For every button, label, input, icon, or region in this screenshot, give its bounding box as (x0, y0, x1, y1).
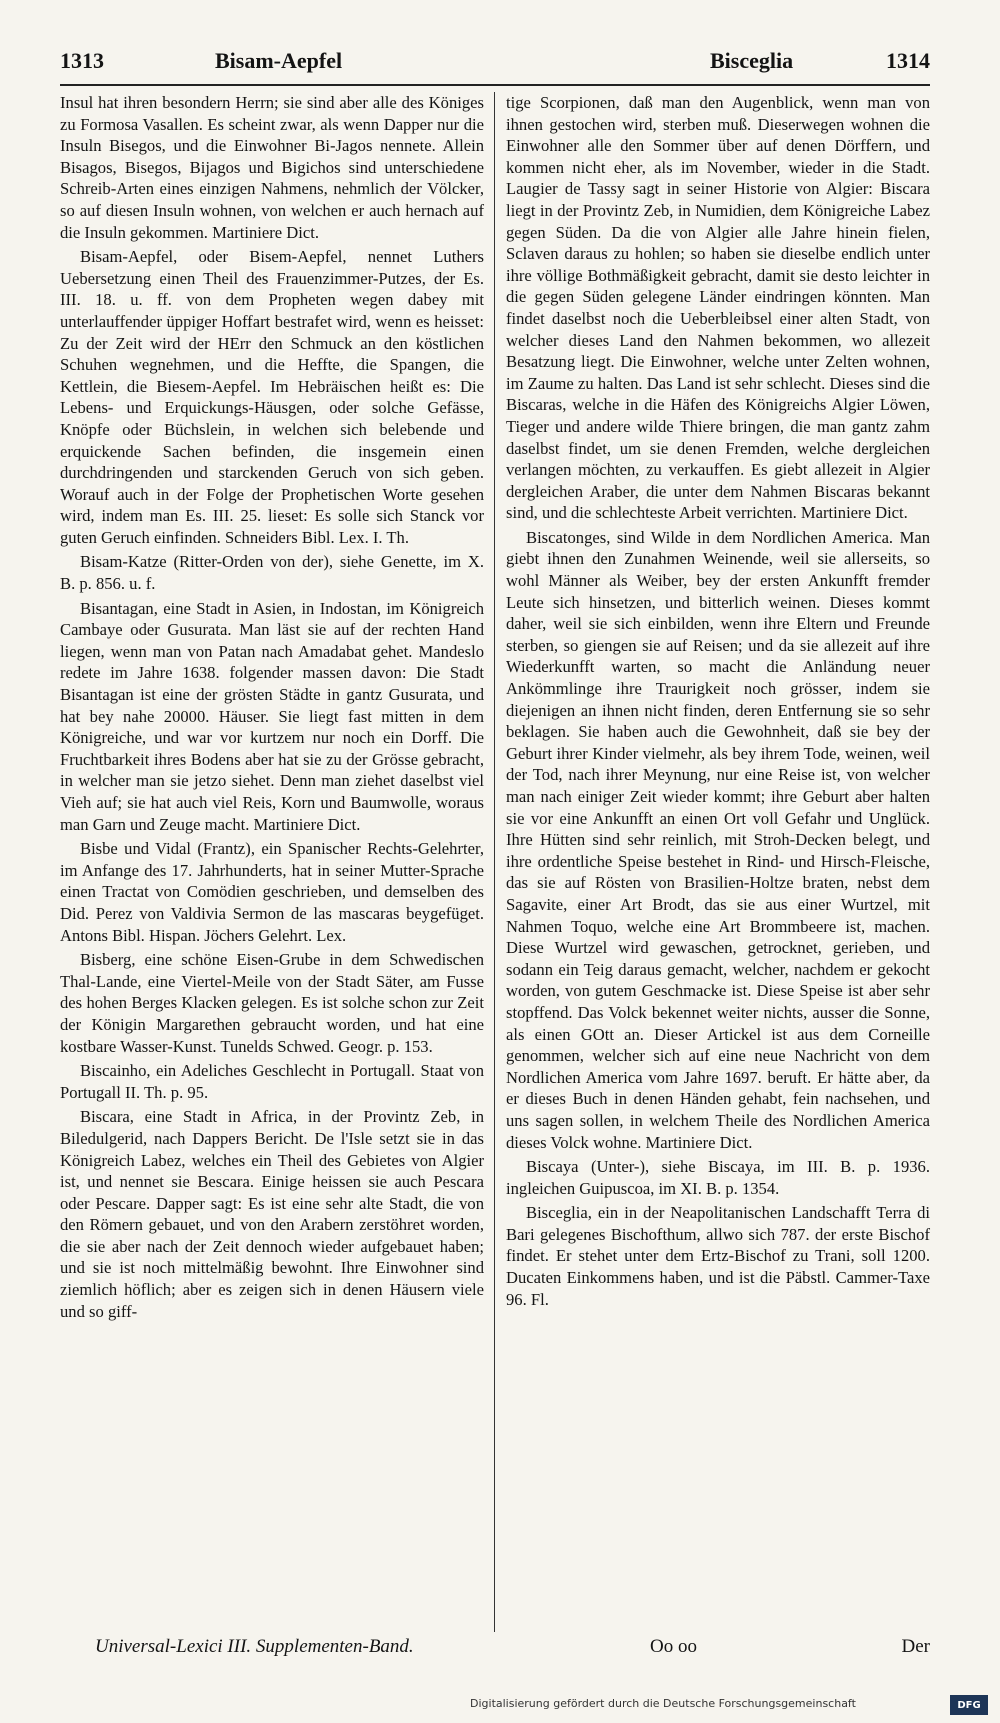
entry-paragraph: Bisam-Aepfel, oder Bisem-Aepfel, nennet Luthers Uebersetzung einen Theil des Frauenzimmer-Putzes, der Es. III. 18. u. ff. von dem Propheten wegen dabey mit unterlauffender üppiger Hoffart bestrafet wird, wenn es heisset: Zu der Zeit wird der HErr den Schmuck an den köstlichen Schuhen wegnehmen, und die Heffte, die Spangen, die Kettlein, die Biesem-Aepfel. Im Hebräischen heißt es: Die Lebens- und Erquickungs-Häusgen, oder solche Gefässe, Knöpfe oder Büchslein, in welchen sich belebende und erquickende Sachen befinden, die insgemein einen durchdringenden und starckenden Geruch von sich geben. Worauf auch in der Folge der Prophetischen Worte gesehen wird, indem man Es. III. 25. lieset: Es solle sich Stanck vor guten Geruch einfinden. Schneiders Bibl. Lex. I. Th. (60, 247, 484, 547)
entry-paragraph: Biscara, eine Stadt in Africa, in der Provintz Zeb, in Biledulgerid, nach Dappers Bericht. De l'Isle setzt sie in das Königreich Labez, welches ein Theil des Gebietes von Algier ist, und nennet sie Bescara. Einige heissen sie auch Pescara oder Pescare. Dapper sagt: Es ist eine sehr alte Stadt, die von den Römern gebauet, und von den Arabern zerstöhret worden, die sie aber nach der Zeit dennoch wieder aufgebauet haben; und sie ist noch mittelmäßig bewohnt. Ihre Einwohner sind ziemlich höflich; aber es zeigen sich in denen Häusern viele und so giff- (60, 1107, 484, 1321)
page-footer (60, 1636, 930, 1666)
entry-paragraph: Biscaya (Unter-), siehe Biscaya, im III. B. p. 1936. ingleichen Guipuscoa, im XI. B. p. 1354. (506, 1157, 930, 1198)
entry-paragraph: Bisbe und Vidal (Frantz), ein Spanischer Rechts-Gelehrter, im Anfange des 17. Jahrhunderts, hat in seiner Mutter-Sprache einen Tractat von Comödien geschrieben, und demselben des Did. Perez von Valdivia Sermon de las mascaras beygefüget. Antons Bibl. Hispan. Jöchers Gelehrt. Lex. (60, 839, 484, 945)
entry-paragraph: tige Scorpionen, daß man den Augenblick, wenn man von ihnen gestochen wird, sterben muß. Dieserwegen wohnen die Einwohner alle den Sommer über auf denen Dörffern, und kommen nicht eher, als im November, wieder in die Stadt. Laugier de Tassy sagt in seiner Historie von Algier: Biscara liegt in der Provintz Zeb, in Numidien, dem Königreiche Labez gegen Süden. Da die von Algier alle Jahre hinein fielen, Sclaven daraus zu hohlen; so haben sie dieselbe endlich unter ihre völlige Bothmäßigkeit gebracht, damit sie desto leichter in die gegen Süden gelegene Länder eindringen könnten. Man findet daselbst noch die Ueberbleibsel einer alten Stadt, von welcher dieses Land den Nahmen bekommen, wo allezeit Besatzung liegt. Die Einwohner, welche unter Zelten wohnen, im Zaume zu halten. Das Land ist sehr schlecht. Dieses sind die Biscaras, welche in die Häfen des Königreichs Algier Löwen, Tieger und andere wilde Thiere bringen, die man gantz zahm daselbst findet, um sie denen Fremden, welche dergleichen verlangen möchten, zu verkauffen. Es giebt allezeit in Algier dergleichen Araber, die unter dem Nahmen Biscaras bekannt sind, und die schlechteste Arbeit verrichten. Martiniere Dict. (506, 93, 930, 523)
running-title-left: Bisam-Aepfel (215, 48, 343, 73)
dfg-logo: DFG (950, 1695, 988, 1715)
volume-signature: Universal-Lexici III. Supplementen-Band. (95, 1636, 414, 1657)
digitization-credit: Digitalisierung gefördert durch die Deutsche Forschungsgemeinschaft (470, 1697, 856, 1710)
page-number-right: 1314 (886, 48, 930, 73)
entry-paragraph: Bisam-Katze (Ritter-Orden von der), siehe Genette, im X. B. p. 856. u. f. (60, 552, 484, 594)
entry-paragraph: Bisceglia, ein in der Neapolitanischen Landschafft Terra di Bari gelegenes Bischofthum, allwo sich 787. der erste Bischof findet. Er stehet unter dem Ertz-Bischof zu Trani, soll 1200. Ducaten Einkommens haben, und ist die Päbstl. Cammer-Taxe 96. Fl. (506, 1203, 930, 1309)
left-column (60, 92, 484, 1634)
header-rule (60, 84, 930, 86)
catchword: Der (901, 1636, 930, 1657)
entry-paragraph: Biscatonges, sind Wilde in dem Nordlichen America. Man giebt ihnen den Zunahmen Weinende, weil sie allerseits, so wohl Männer als Weiber, bey der ersten Ankunfft fremder Leute sich hinsetzen, und bitterlich weinen. Dieses kommt daher, weil sie sich einbilden, wenn ihre Eltern und Freunde sterben, so giengen sie auf Reisen; und da sie allezeit auf ihre Wiederkunfft warten, so macht die Anländung neuer Ankömmlinge ihre Traurigkeit noch grösser, indem sie diejenigen an ihnen nicht finden, deren Entfernung sie so sehr beklagen. Sie haben auch die Gewohnheit, daß sie bey der Geburt ihrer Kinder vielmehr, als bey ihrem Tode, weinen, weil der Tod, nach ihrer Meynung, nur eine Reise ist, von welcher man nach einiger Zeit wieder kommt; ihre Geburt aber halten sie vor eine Ankunfft an einen Ort voll Gefahr und Unglück. Ihre Hütten sind sehr reinlich, mit Stroh-Decken belegt, und ihre ordentliche Speise bestehet in Rind- und Hirsch-Fleische, das sie auf Rösten von Brasilien-Holtze braten, nebst dem Sagavite, einer Art Brodt, das sie aus einer Wurtzel, mit Nahmen Toquo, welche eine Art Brommbeere ist, machen. Diese Wurtzel wird gewaschen, getrocknet, gerieben, und sodann ein Teig daraus gemacht, welcher, nachdem er gekocht worden, von gutem Geschmacke ist. Diese Speise ist aber sehr stopffend. Das Volck bekennet weiter nichts, ausser die Sonne, als einen GOtt an. Dieser Artickel ist aus dem Corneille genommen, welcher sich auf eine neue Nachricht von dem Nordlichen America vom Jahre 1697. beruft. Er hätte aber, da er dieses Buch in denen Händen gehabt, fein nachsehen, und uns sagen sollen, in welchem Theile des Nordlichen America dieses Volck wohne. Martiniere Dict. (506, 527, 930, 1152)
entry-paragraph: Insul hat ihren besondern Herrn; sie sind aber alle des Königes zu Formosa Vasallen. Es scheint zwar, als wenn Dapper nur die Insuln Bisegos, und die Einwohner Bi-Jagos nennete. Allein Bisagos, Bisegos, Bijagos und Bigichos sind unterschiedene Schreib-Arten eines einzigen Nahmens, nehmlich der Völcker, so auf diesen Insuln wohnen, von welchen er auch hernach auf die Insuln gekommen. Martiniere Dict. (60, 93, 484, 242)
page-number-left: 1313 (60, 48, 104, 73)
entry-paragraph: Bisberg, eine schöne Eisen-Grube in dem Schwedischen Thal-Lande, eine Viertel-Meile von der Stadt Säter, am Fusse des hohen Berges Klacken gelegen. Es ist solche schon zur Zeit der Königin Margarethen gebraucht worden, und hat eine kostbare Wasser-Kunst. Tunelds Schwed. Geogr. p. 153. (60, 950, 484, 1056)
column-divider (494, 92, 495, 1632)
sheet-signature: Oo oo (650, 1636, 697, 1657)
right-column (506, 92, 930, 1634)
entry-paragraph: Bisantagan, eine Stadt in Asien, in Indostan, im Königreich Cambaye oder Gusurata. Man läst sie auf der rechten Hand liegen, wenn man von Patan nach Amadabat gehet. Mandeslo redete im Jahre 1638. folgender massen davon: Die Stadt Bisantagan ist eine der grösten Städte in gantz Gusurata, und hat bey nahe 20000. Häuser. Sie liegt fast mitten in dem Königreiche, und war vor kurtzem nur noch ein Dorff. Die Fruchtbarkeit ihres Bodens aber hat sie zu der Grösse gebracht, in welcher man sie jetzo siehet. Denn man ziehet daselbst viel Vieh auf; sie hat auch viel Reis, Korn und Baumwolle, woraus man Garn und Zeuge macht. Martiniere Dict. (60, 598, 484, 834)
page-header (60, 48, 930, 82)
entry-paragraph: Biscainho, ein Adeliches Geschlecht in Portugall. Staat von Portugall II. Th. p. 95. (60, 1061, 484, 1102)
running-title-right: Bisceglia (710, 48, 794, 73)
